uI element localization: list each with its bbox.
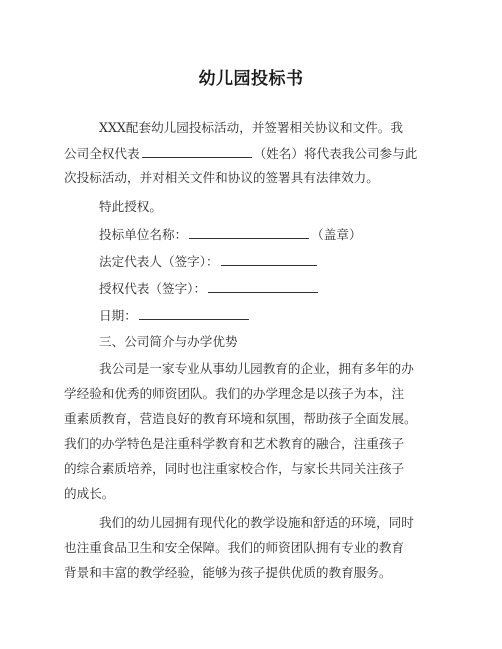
section-3-p1-line: 我们的办学特色是注重科学教育和艺术教育的融合，注重孩子: [64, 436, 405, 451]
company-name-label: 投标单位名称：: [99, 227, 188, 242]
auth-line-1: XXX配套幼儿园投标活动，并签署相关协议和文件。我: [99, 120, 403, 135]
section-3-p1-line: 我公司是一家专业从事幼儿园教育的企业，拥有多年的办: [99, 361, 414, 376]
legal-rep-line: [99, 253, 319, 270]
legal-rep-label: 法定代表人（签字）：: [99, 254, 219, 269]
auth-line-2: [64, 145, 417, 162]
auth-line-4: 特此授权。: [99, 199, 162, 214]
auth-line-3: 次投标活动，并对相关文件和协议的签署具有法律效力。: [64, 170, 379, 185]
date-line: [99, 307, 251, 324]
auth-line-2-prefix: 公司全权代表: [64, 146, 140, 161]
section-3-p1-line: 重素质教育，营造良好的教育环境和氛围，帮助孩子全面发展。: [64, 411, 417, 426]
section-3-p1-line: 的综合素质培养，同时也注重家校合作，与家长共同关注孩子: [64, 461, 405, 476]
agent-line: [99, 280, 320, 297]
company-name-blank: [189, 226, 309, 239]
representative-name-blank: [142, 145, 252, 158]
section-3-p2-line: 我们的幼儿园拥有现代化的教学设施和舒适的环境，同时: [99, 515, 414, 530]
date-blank: [139, 307, 249, 320]
agent-signature-blank: [208, 280, 318, 293]
company-name-line: [99, 226, 362, 243]
section-3-p1-line: 的成长。: [64, 486, 115, 501]
legal-rep-signature-blank: [221, 253, 317, 266]
section-3-heading: 三、公司简介与办学优势: [99, 334, 238, 349]
company-seal-note: （盖章）: [311, 227, 362, 242]
section-3-p2-line: 背景和丰富的教学经验，能够为孩子提供优质的教育服务。: [64, 565, 392, 580]
section-3-p2-line: 也注重食品卫生和安全保障。我们的师资团队拥有专业的教育: [64, 540, 405, 555]
auth-line-2-suffix: （姓名）将代表我公司参与此: [253, 146, 418, 161]
date-label: 日期：: [99, 308, 137, 323]
document-title: 幼儿园投标书: [198, 69, 304, 89]
section-3-p1-line: 学经验和优秀的师资团队。我们的办学理念是以孩子为本，注: [64, 386, 405, 401]
agent-label: 授权代表（签字）：: [99, 281, 207, 296]
